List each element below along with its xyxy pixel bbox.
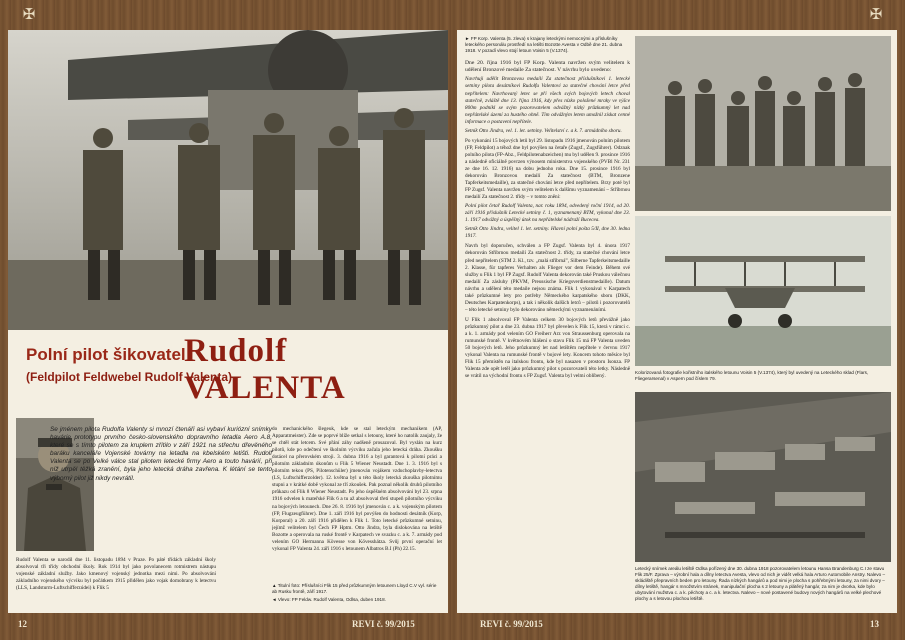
eagle-emblem-icon: ✠: [869, 7, 883, 23]
voisin-aircraft-photo: [635, 216, 891, 366]
caption-title-photo: ▲ Titulní foto: Příslušníci Flik 15 před průzkumným letounem Lloyd C.V vyl. série ab Rusku frontě, září 1917.: [272, 583, 437, 594]
caption-aircraft: Kolorizovaná fotografie kořistního italského letounu Voisin 5 (V.1374), který byl uvedený na Leteckého sklad (Flars, Fliegerarsenal) v Aspern pod číslem 79.: [635, 370, 869, 381]
body-paragraph: U Flik 1 absolvoval FP Valenta celkem 30 bojových letů převážně jako průzkumný pilot a dne 23. dubna 1917 byl převelen k Flik 15, která v rámci c. a k. 1. armády pod velením GO Freiherr Arz von Straussenburg operovala na rumunské frontě. V květnovém hlášení o stavu Flik 15 má FP Valenta uveden 50 bojových letů. Jeho průzkumný let nad letištěm nepřítele v červnu 1917 vykonal Valenta na rumunské frontě v bojové lety. Koncem tohoto měsíce byl Flik 15 přemístěn na italskou frontu, kde byl nasazen v prostoru Isonza. FP Valenta zde opět letěl jako průzkumný pilot s pozorovateli této letky. Následně se vrátil na východní frontu s FP Zugsf. Valenta byl velmi oblíbený.: [465, 316, 630, 380]
right-page: [457, 30, 897, 613]
right-text-column: [465, 36, 630, 609]
eagle-emblem-icon: ✠: [22, 7, 36, 23]
footer-title-right: REVI č. 99/2015: [480, 619, 543, 629]
page-number-right: 13: [870, 619, 879, 629]
body-paragraph: Rudolf Valenta se narodil dne 11. listopadu 1894 v Praze. Po páté třídách základní školy absolvoval tři třídy obchodní školy. Rok 1914 byl jako povolanecem rotmistrem nástupu vojenské základní služby. Jako kmenový vojenský jednotka mezi nimi. Po absolvování základního vojenského výcviku byl počátkem 1915 přidělen jako vojak domobrany k letectvu (LLS, Landsturm-Luftschifferzúdei) k Flik 5: [16, 557, 216, 592]
body-paragraph: do mechanického šlegeuk, kde se stal leteckým mechanikem (AP, Apparatmeister). Zde se poprvé blíže setkal s letouny, které ho natolik zaujaly, že se chtěl stát letcem. Své přání záhy nadšeně prosazoval. Byl vyslán na kurz pilotů, kde po odečtení ve školním výcviku začala jeho letecká dráha. Zkoušku dotácel na přerovském stroji. 3. dubna 1916 a byl garantová k pilotní práci a pilotním základním úkonům u Flik 5 Wiener Neustadt. Dne 1. 3. 1916 byl s pilotním tekou (PS, Pilotenschüler) jmenován vojákem vzduchoplavby-letectva (LS, Luftschifferzolder). 12. května byl u této školy letecká zkouška pilotnímu stupni a v krátké době vykonal ze tří zkoušek. Pak poznal několik druhů pilotního průkazu od Flik 8 Wiener Neustadt. Po jeho úspěšném absolvování byl 23. srpna 1916 odvelen k mateřské Flik 6 a tu až absolvoval třetí stupeň pilotního výcviku na bojových letounech. Dne 26. 8. 1916 byl jmenován c. a k. vojenským pilotem (FP, Flugzeugführer). Dne 1. září 1916 byl povýšen do hodnosti desátník (Korp, Korporal) a 20. září 1916 přidělen k Flik 1. Toto letecké průzkumné setninu, jejímž velitelem byl Čech FP Hptm. Otto Jindra, byla dislokována na letiště Bozotte a operovala na ruské frontě v Karpatech ve svazku c. a k. 7. armády pod velením GO Hermanna Kövesse von Kövesshátza. Svůj první operační let vykonal FP Valenta 24. září 1916 s letounem Albatros B.I (Ph) 22.15.: [272, 426, 442, 552]
footer-title-left: REVI č. 99/2015: [352, 619, 415, 629]
left-column-1: [16, 557, 216, 605]
left-column-2: [272, 426, 442, 580]
aerial-illustration: [635, 392, 891, 562]
body-paragraph: Navrh byl doporučen, schválen a FP Zugsf. Valenta byl 4. února 1917 dekorován Stříbrnou medailí Za statečnost 2. třídy, za statečné chování letce před nepřítelem (STM 2. Kl., tzv. „malá stříbrná”, Silberne Tapferkeitsmedaille 2. Klasse, für tapferes Verhalten als Flieger vor dem Feinde). Během své služby u Flik 1 byl FP Zugsf. Rudolf Valenta dekorován také Pruskou válečnou medailí Za zásluhy (PKVM, Preussische Kriegsverdienstmedaille). Datum návrhu a udělení této medaile nejsou známa. Flik 1 vykonával v Karpatech také průzkumné lety pro potřeby Německého karpatského sboru (DKK, Deutsches Karpatenkorps), a tak i několik dalších letců – pilotů i pozorovatelů – této letecké setniny bylo dekorováno německými vyznamenáními.: [465, 243, 630, 313]
top-bar: [0, 0, 905, 30]
article-subtitle: (Feldpilot Feldwebel Rudolf Valenta): [26, 370, 233, 384]
body-paragraph: Po vykonání 15 bojových letů byl 29. listopadu 1916 jmenován polním pilotem (FP, Feldpilot) a téhož dne byl povýšen na četaře (Zugsf., Zugsführer). Odznak polního pilota (FP-Abz., Feldpilotenabzeichen) mu byl udělen 9. prosince 1916 a následně oficiálně povrzen výnosem ministerstva vojenského (PVBl Nr. 231 ze dne 16. 12. 1916) na dobu jednoho roku. Dne 15. prosince 1916 byl dekorován Bronzovou medailí Za statečnost (BTM, Bronzene Tapferkeitsmedaille), za statečné chování letce před nepřítelem. Brzy poté byl FP Zugsf. Valenta navržen svým velitelem k dalšímu vyznamenání – Stříbrnou medailí Za statečnost 2. třídy – v tomto znění:: [465, 137, 630, 201]
left-page: [8, 30, 448, 613]
quote-paragraph: Polní pilot četař Rudolf Valenta, nar. roku 1894, odvedený roční 1914, od 20. září 1916 příslušník Letecké setniny č. 1, vyznamenaný BTM, vykonal dne 23. 1. 1917 odvážný a úspěšný útok na nepřátelské nádraží Bucecea.: [465, 203, 630, 224]
body-paragraph: Dne 20. října 1916 byl FP Korp. Valenta navržen svým velitelem k udělení Bronzové medaile Za statečnost. V návrhu bylo uvedeno:: [465, 60, 630, 74]
caption-group-photo: ► FP Korp. Valenta (5. zleva) s krajany leteckými nemocnými a příslušníky leteckého personálu prostředí na letišti Bozotte Avesta v Odbě dne 21. dubna 1918. V pozadí vlevo stojí letoun Voisin 5 (V.1374).: [465, 36, 623, 53]
aerial-caption: [635, 566, 891, 610]
caption-aerial: Letecký snímek areálu letiště Odlsa pořízený dne 30. dubna 1918 pozorovatelem letounu Hansa Brandenburg C.I ze stavu Flik 25/F. Zprava – výrobní hala a dílny letectva Avesta, vlevo od nich je vidět velká hala Arturo Automobile Anstry. Nalevo – skládiště přepravních beden pro letouny. Řada nízkých hangárů a pod nimi je plocha s pohřebnými letouny, za nimi dvory – dílny letiště, hangár s množstvím stránek, manipulační plocha s 2 letouny a plátěný hangár, za nim je dvorka, kde bylo ubytování mužstva c. a k. pěchoty a c. a k. letectva. Nalevo – nové postavené budovy nových hangárů na velké plechové plochy a s letovou plochou letiště.: [635, 566, 886, 601]
page-number-left: 12: [18, 619, 27, 629]
left-captions: [272, 583, 442, 609]
quote-paragraph: Navrhuji udělit Bronzovou medaili Za statečnost příslušníkovi 1. letecké setniny pilota desátníkovi Rudolfu Valentovi za statečné chování letce před nepřítelem: Navrhovaný letec se při všech svých bojových letech choval statečně, zvláště dne 13. října 1916, kdy přes nízko položené mraky ve výšce 800m podnikl se svým pozorovatelem odvážný nízký průzkumný let nad nepřátelské území za hustého ohně. Tím odvážným letem umožnil získat cenné informace o postavení nepřítele.: [465, 76, 630, 125]
caption-portrait: ◄ Vlevo: FP Feldw. Rudolf Valenta, Odlsa, duben 1918.: [272, 597, 386, 602]
group-photo-illustration: [8, 30, 448, 330]
title-prefix: Polní pilot šikovatel: [26, 345, 186, 364]
aircraft-caption: [635, 370, 891, 390]
airmen-illustration: [635, 36, 891, 211]
article-intro: Se jménem pilota Rudolfa Valenty si mnozí čtenáři asi vybaví kuriózní snímky havárie prototypu prvního česko-slovenského dopravního letadla Aero A.8, které se s tímto pilotem za kruplem zřítilo v září 1921 na střechu dřevěného baráku kanceláře Vojenské továrny na letadla na kbelském letišti. Rudolf Valenta se po Velké válce stal pilotem letecké firmy Aero a touto havárií, při níž utrpěl těžká zranění, byla jeho letecká dráha zavřena. K létání se tento výborný pilot již nikdy nevrátil.: [50, 426, 272, 482]
aircraft-illustration: [635, 216, 891, 366]
quote-signature: Setník Otto Jindra, velitel 1. let. setniny. Hlavní polní pošta 5/II, dne 30. ledna 1917.: [465, 226, 630, 240]
title-name: Rudolf VALENTA: [184, 333, 346, 406]
quote-signature: Setník Otto Jindra, vel. 1. let. setniny. Velitelství c. a k. 7. armádního sboru.: [465, 127, 622, 134]
aerial-airfield-photo: [635, 392, 891, 562]
main-group-photo: [8, 30, 448, 330]
group-of-airmen-photo: [635, 36, 891, 211]
